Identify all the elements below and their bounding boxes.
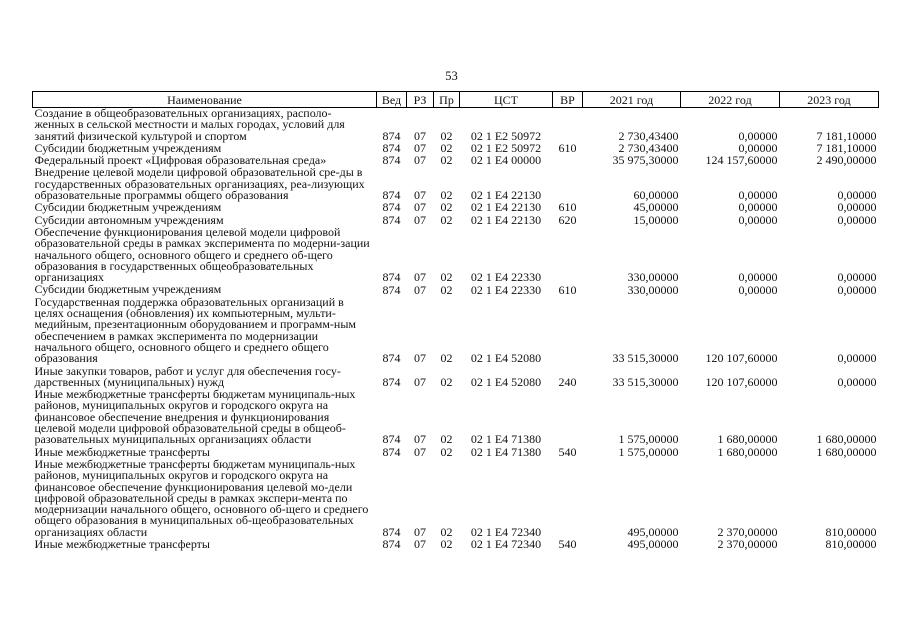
row-2021: 15,00000 — [633, 212, 679, 227]
row-pr: 02 — [440, 153, 453, 168]
row-cst: 02 1 E4 52080 — [470, 351, 542, 366]
row-2022: 0,00000 — [738, 282, 778, 297]
row-pr: 02 — [440, 282, 453, 297]
header-pr: Пр — [434, 92, 460, 108]
row-name: Иные закупки товаров, работ и услуг для обеспечения госу-дарственных (муниципальных) нужд — [34, 363, 341, 389]
header-name: Наименование — [33, 92, 377, 108]
row-2023: 0,00000 — [837, 188, 877, 203]
row-2022: 2 370,00000 — [717, 537, 778, 552]
row-pr: 02 — [440, 444, 453, 459]
row-2021: 33 515,30000 — [612, 351, 679, 366]
row-pr: 02 — [440, 432, 453, 447]
row-cst: 02 1 E4 71380 — [470, 432, 542, 447]
row-cst: 02 1 E2 50972 — [470, 140, 542, 155]
row-2023: 0,00000 — [837, 374, 877, 389]
row-2022: 120 107,60000 — [705, 351, 778, 366]
row-cst: 02 1 E4 72340 — [470, 537, 542, 552]
row-name: Внедрение целевой модели цифровой образовательной сре-ды в государственных образовательных организациях, реа-лизующих образовательные программы общего образования — [34, 165, 365, 203]
row-rz: 07 — [414, 140, 426, 155]
header-2021: 2021 год — [583, 92, 681, 108]
row-pr: 02 — [440, 140, 453, 155]
row-cst: 02 1 E4 22330 — [470, 270, 542, 285]
row-pr: 02 — [440, 200, 453, 215]
row-2021: 60,00000 — [633, 188, 679, 203]
row-vr: 610 — [558, 140, 577, 155]
row-2021: 2 730,43400 — [618, 128, 679, 143]
header-cst: ЦСТ — [460, 92, 553, 108]
table-row — [33, 167, 879, 202]
row-2021: 495,00000 — [627, 524, 679, 539]
row-cst: 02 1 E4 22330 — [470, 282, 542, 297]
row-name: Иные межбюджетные трансферты бюджетам муниципаль-ных районов, муниципальных округов и городского округа на финансовое обеспечение внедрения и функционирования целевой модели цифровой образовательной среды в общеоб-разовательных муниципальных организациях области — [34, 387, 356, 447]
row-2021: 45,00000 — [633, 200, 679, 215]
row-2023: 0,00000 — [837, 200, 877, 215]
row-ved: 874 — [382, 524, 401, 539]
row-name: Федеральный проект «Цифровая образовательная среда» — [34, 153, 327, 168]
row-2022: 0,00000 — [738, 188, 778, 203]
row-cst: 02 1 E4 00000 — [470, 153, 542, 168]
row-vr — [553, 227, 583, 284]
row-2023: 2 490,00000 — [816, 153, 877, 168]
row-2021: 330,00000 — [627, 282, 679, 297]
row-vr: 610 — [558, 282, 577, 297]
row-2022: 1 680,00000 — [717, 444, 778, 459]
row-ved: 874 — [382, 444, 401, 459]
row-ved: 874 — [382, 188, 401, 203]
row-cst: 02 1 E4 22130 — [470, 200, 542, 215]
row-2022: 2 370,00000 — [717, 524, 778, 539]
row-vr — [553, 459, 583, 539]
row-rz: 07 — [414, 200, 426, 215]
row-name: Создание в общеобразовательных организациях, располо-женных в сельской местности и малых городах, условий для занятий физической культурой и спортом — [34, 106, 345, 143]
row-cst: 02 1 E4 52080 — [470, 374, 542, 389]
row-2023: 810,00000 — [825, 537, 877, 552]
row-2021: 495,00000 — [627, 537, 679, 552]
row-rz: 07 — [414, 537, 426, 552]
row-rz: 07 — [414, 212, 426, 227]
row-vr: 610 — [558, 200, 577, 215]
row-2023: 0,00000 — [837, 282, 877, 297]
row-2023: 0,00000 — [837, 351, 877, 366]
row-name: Субсидии бюджетным учреждениям — [34, 200, 222, 215]
row-vr — [553, 297, 583, 366]
table-row — [33, 389, 879, 446]
row-name: Иные межбюджетные трансферты — [34, 444, 210, 459]
row-name: Обеспечение функционирования целевой модели цифровой образовательной среды в рамках эксперимента по модерни-зации начального общего, основного общего и среднего об-щего образования в государственных общеобразовательных организациях — [34, 224, 370, 285]
row-name: Иные межбюджетные трансферты бюджетам муниципаль-ных районов, муниципальных округов и городского округа на финансовое обеспечение функционирования целевой мо-дели цифровой образовательной среды в рамках экспери-мента по модернизации начального общего, основного об-щего и среднего общего образования в муниципальных об-щеобразовательных организациях области — [34, 456, 369, 539]
row-2023: 1 680,00000 — [816, 432, 877, 447]
budget-table — [32, 91, 879, 551]
row-rz: 07 — [414, 524, 426, 539]
row-rz: 07 — [414, 432, 426, 447]
row-ved: 874 — [382, 270, 401, 285]
row-2023: 0,00000 — [837, 270, 877, 285]
row-pr: 02 — [440, 537, 453, 552]
page-number: 53 — [445, 69, 458, 83]
row-ved: 874 — [382, 374, 401, 389]
table-row — [33, 297, 879, 366]
row-rz: 07 — [414, 128, 426, 143]
row-ved: 874 — [382, 282, 401, 297]
row-rz: 07 — [414, 153, 426, 168]
row-2021: 1 575,00000 — [618, 432, 679, 447]
row-ved: 874 — [382, 212, 401, 227]
row-ved: 874 — [382, 537, 401, 552]
row-name: Субсидии бюджетным учреждениям — [34, 140, 222, 155]
row-2023: 1 680,00000 — [816, 444, 877, 459]
row-pr: 02 — [440, 188, 453, 203]
row-2023: 0,00000 — [837, 212, 877, 227]
table-row — [33, 108, 879, 143]
row-name: Государственная поддержка образовательных организаций в целях оснащения (обновления) их компьютерным, мульти-медийным, презентационным оборудованием и программ-ным обеспечением в рамках эксперимента по модернизации начального общего, основного общего и среднего общего образования — [34, 294, 356, 366]
row-2022: 120 107,60000 — [705, 374, 778, 389]
header-2023: 2023 год — [780, 92, 879, 108]
row-2021: 1 575,00000 — [618, 444, 679, 459]
row-rz: 07 — [414, 282, 426, 297]
row-vr: 620 — [558, 212, 577, 227]
row-vr — [553, 167, 583, 202]
row-ved: 874 — [382, 128, 401, 143]
row-2022: 0,00000 — [738, 128, 778, 143]
row-vr: 240 — [558, 374, 577, 389]
row-rz: 07 — [414, 188, 426, 203]
row-ved: 874 — [382, 351, 401, 366]
row-2022: 124 157,60000 — [705, 153, 778, 168]
row-2021: 330,00000 — [627, 270, 679, 285]
table-row — [33, 459, 879, 539]
row-cst: 02 1 E4 22130 — [470, 188, 542, 203]
header-ved: Вед — [377, 92, 407, 108]
row-rz: 07 — [414, 374, 426, 389]
row-name: Иные межбюджетные трансферты — [34, 536, 210, 551]
row-2021: 35 975,30000 — [612, 153, 679, 168]
row-pr: 02 — [440, 374, 453, 389]
row-rz: 07 — [414, 351, 426, 366]
row-rz: 07 — [414, 270, 426, 285]
row-vr — [553, 108, 583, 143]
row-name: Субсидии автономным учреждениям — [34, 212, 224, 227]
header-2022: 2022 год — [681, 92, 780, 108]
row-pr: 02 — [440, 212, 453, 227]
row-2023: 810,00000 — [825, 524, 877, 539]
row-cst: 02 1 E4 22130 — [470, 212, 542, 227]
row-name: Субсидии бюджетным учреждениям — [34, 282, 222, 297]
table-row — [33, 366, 879, 390]
row-vr: 540 — [558, 444, 577, 459]
row-2022: 0,00000 — [738, 140, 778, 155]
row-pr: 02 — [440, 524, 453, 539]
table-row — [33, 539, 879, 551]
row-2023: 7 181,10000 — [816, 140, 877, 155]
row-pr: 02 — [440, 270, 453, 285]
row-2022: 0,00000 — [738, 212, 778, 227]
row-pr: 02 — [440, 128, 453, 143]
row-cst: 02 1 E2 50972 — [470, 128, 542, 143]
row-2023: 7 181,10000 — [816, 128, 877, 143]
row-ved: 874 — [382, 140, 401, 155]
header-rz: РЗ — [407, 92, 434, 108]
row-cst: 02 1 E4 72340 — [470, 524, 542, 539]
row-vr — [553, 389, 583, 446]
row-2022: 0,00000 — [738, 200, 778, 215]
row-vr — [553, 155, 583, 167]
row-2021: 33 515,30000 — [612, 374, 679, 389]
table-row — [33, 227, 879, 284]
row-2022: 0,00000 — [738, 270, 778, 285]
header-vr: ВР — [553, 92, 583, 108]
row-ved: 874 — [382, 200, 401, 215]
row-cst: 02 1 E4 71380 — [470, 444, 542, 459]
row-vr: 540 — [558, 537, 577, 552]
row-ved: 874 — [382, 432, 401, 447]
row-2022: 1 680,00000 — [717, 432, 778, 447]
row-rz: 07 — [414, 444, 426, 459]
table-body — [33, 108, 879, 552]
row-pr: 02 — [440, 351, 453, 366]
row-2021: 2 730,43400 — [618, 140, 679, 155]
row-ved: 874 — [382, 153, 401, 168]
